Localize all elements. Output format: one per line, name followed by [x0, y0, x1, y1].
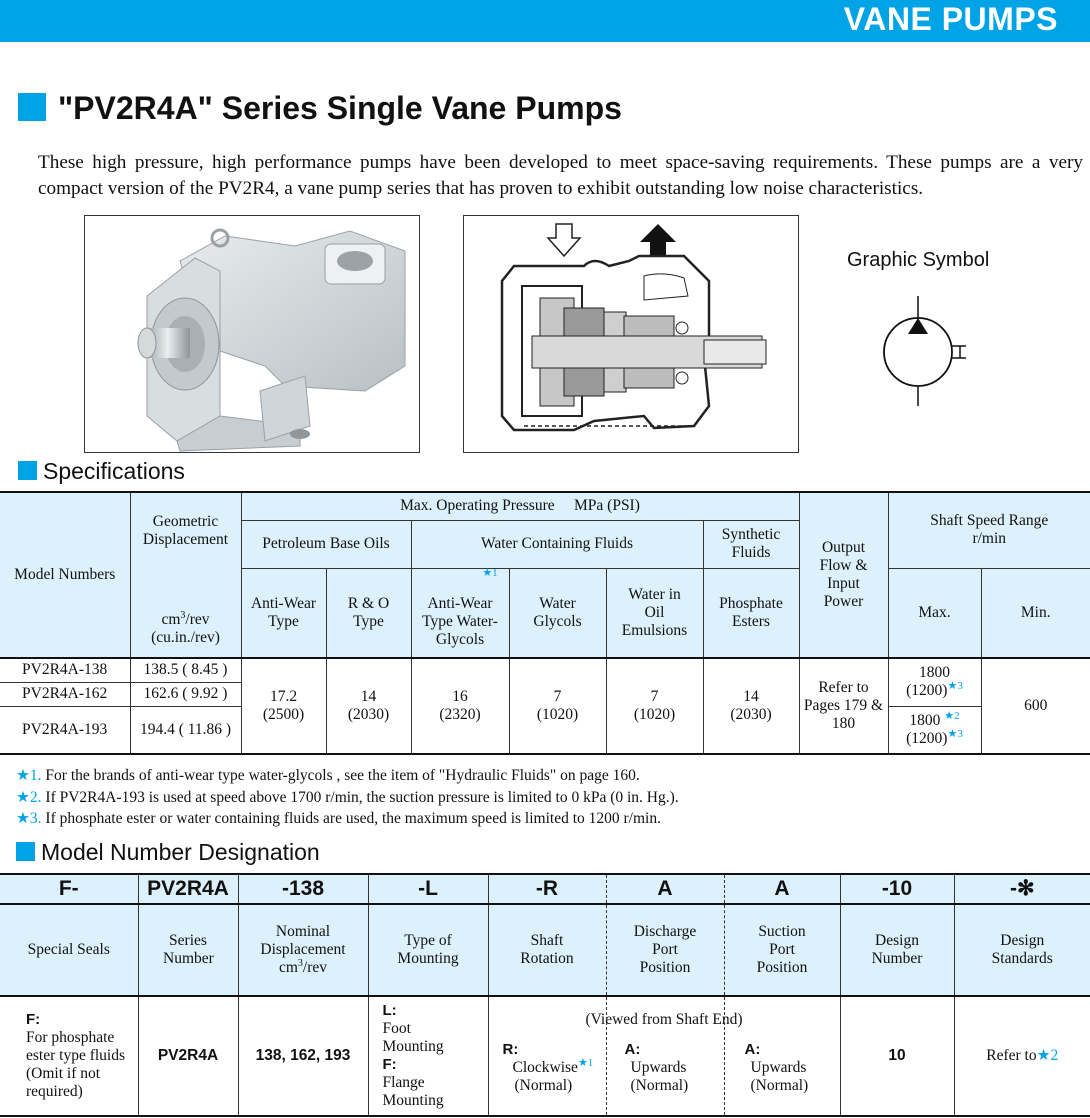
intro-paragraph: These high pressure, high performance pumps have been developed to meet space-saving requirements. These pumps are a very compact version of the PV2R4, a vane pump series that has proven to exhibit outstanding low noise characteristics.: [38, 152, 1083, 199]
table-row: PV2R4A-193 194.4 ( 11.86 ) 1800 $^{★2}$ $(1200)^{★3}$: [0, 706, 1090, 754]
footnote-3: ★3. If phosphate ester or water containing fluids are used, the maximum speed is limited to 1200 r/min.: [16, 810, 661, 827]
col-speed: Shaft Speed Range r/min: [888, 492, 1090, 568]
table-row: PV2R4A-162 162.6 ( 9.92 ): [0, 682, 1090, 706]
outlet-arrow-icon: [640, 224, 676, 258]
max-speed-a: 1800 $(1200)^{★3}$: [888, 658, 981, 706]
design-standards-value: Refer to★2: [954, 996, 1090, 1116]
rot-star-icon: ★1: [577, 1056, 594, 1069]
pump-photo: [84, 215, 420, 453]
table-row: PV2R4A-138 138.5 ( 8.45 ) 17.2 (2500) 14 (2030) 16 (2320) 7 (1020) 7 (1020) 14 (2030) Refer to Pages 179 & 180 1800 $(1200)^{★3}$ 600: [0, 658, 1090, 682]
col-antiwear: Anti-Wear Type: [241, 568, 326, 658]
min-speed: 600: [981, 658, 1090, 754]
col-output: Output Flow & Input Power: [799, 492, 888, 658]
col-geo: Geometric Displacement: [130, 492, 241, 568]
antiwear-value: 17.2 (2500): [241, 658, 326, 754]
footnotes: [16, 765, 679, 830]
standards-star-icon: ★2: [1036, 1047, 1059, 1064]
viewed-from-shaft-end: (Viewed from Shaft End): [585, 1011, 743, 1028]
aw-glycols-value: 16 (2320): [411, 658, 509, 754]
inlet-arrow-icon: [548, 224, 580, 256]
star2-icon: ★2: [944, 709, 960, 722]
special-seals-value: F: For phosphate ester type fluids (Omit if not required): [0, 996, 138, 1116]
banner-title: VANE PUMPS: [843, 1, 1058, 37]
code-row: F- PV2R4A -138 -L -R A A -10 -✻: [0, 874, 1090, 904]
col-petroleum: Petroleum Base Oils: [241, 520, 411, 568]
col-pressure: Max. Operating Pressure MPa (PSI): [241, 492, 799, 520]
top-banner: [0, 0, 1090, 42]
pump-cross-section: [463, 215, 799, 453]
specifications-table: [0, 491, 1090, 755]
port-rotation-value: (Viewed from Shaft End) R: Clockwise$^{★1}$ (Normal) A: Upwards (Normal) A: Upwards (Normal): [488, 996, 840, 1116]
phosphate-value: 14 (2030): [703, 658, 799, 754]
col-water-oil: Water in Oil Emulsions: [606, 568, 703, 658]
footnote-1: ★1. For the brands of anti-wear type water-glycols , see the item of "Hydraulic Fluids" on page 160.: [16, 767, 640, 784]
label-row: Special Seals Series Number Nominal Displacement $cm^3$/rev Type of Mounting Shaft Rotation Discharge Port Position Suction Port Position Design Number Design Standards: [0, 904, 1090, 996]
value-row: [0, 996, 1090, 1116]
water-glycols-value: 7 (1020): [509, 658, 606, 754]
model-square-icon: [16, 842, 35, 861]
col-max: Max.: [888, 568, 981, 658]
star3-icon: ★3: [947, 727, 963, 740]
specifications-heading: Specifications: [18, 458, 185, 485]
model-number-heading: Model Number Designation: [16, 839, 320, 866]
col-ro: R & O Type: [326, 568, 411, 658]
col-model: Model Numbers: [0, 492, 130, 658]
series-value: PV2R4A: [138, 996, 238, 1116]
col-phosphate: Phosphate Esters: [703, 568, 799, 658]
col-aw-glycols: $^{★1}$ Anti-Wear Type Water-Glycols: [411, 568, 509, 658]
star1-icon: ★1: [482, 566, 498, 579]
output-value: Refer to Pages 179 & 180: [799, 658, 888, 754]
ro-value: 14 (2030): [326, 658, 411, 754]
title-square-icon: [18, 93, 46, 121]
max-speed-b: 1800 $^{★2}$ $(1200)^{★3}$: [888, 706, 981, 754]
design-number-value: 10: [840, 996, 954, 1116]
footnote-2: ★2. If PV2R4A-193 is used at speed above 1700 r/min, the suction pressure is limited to 0 kPa (0 in. Hg.).: [16, 788, 679, 806]
water-oil-value: 7 (1020): [606, 658, 703, 754]
cross-section-drawing: [464, 216, 798, 452]
page-title: "PV2R4A" Series Single Vane Pumps: [18, 90, 622, 127]
col-min: Min.: [981, 568, 1090, 658]
mounting-value: L: Foot Mounting F: Flange Mounting: [368, 996, 488, 1116]
col-synthetic: Synthetic Fluids: [703, 520, 799, 568]
vane-pump-illustration: [85, 216, 419, 452]
pump-symbol-icon: [878, 296, 974, 406]
col-water-glycols: Water Glycols: [509, 568, 606, 658]
model-designation-table: [0, 873, 1090, 1117]
star3-icon: ★3: [947, 680, 963, 693]
col-water: Water Containing Fluids: [411, 520, 703, 568]
spec-square-icon: [18, 461, 37, 480]
displacement-value: 138, 162, 193: [238, 996, 368, 1116]
graphic-symbol-label: Graphic Symbol: [847, 249, 990, 271]
col-geo-unit: $cm^3$/rev (cu.in./rev): [130, 568, 241, 658]
